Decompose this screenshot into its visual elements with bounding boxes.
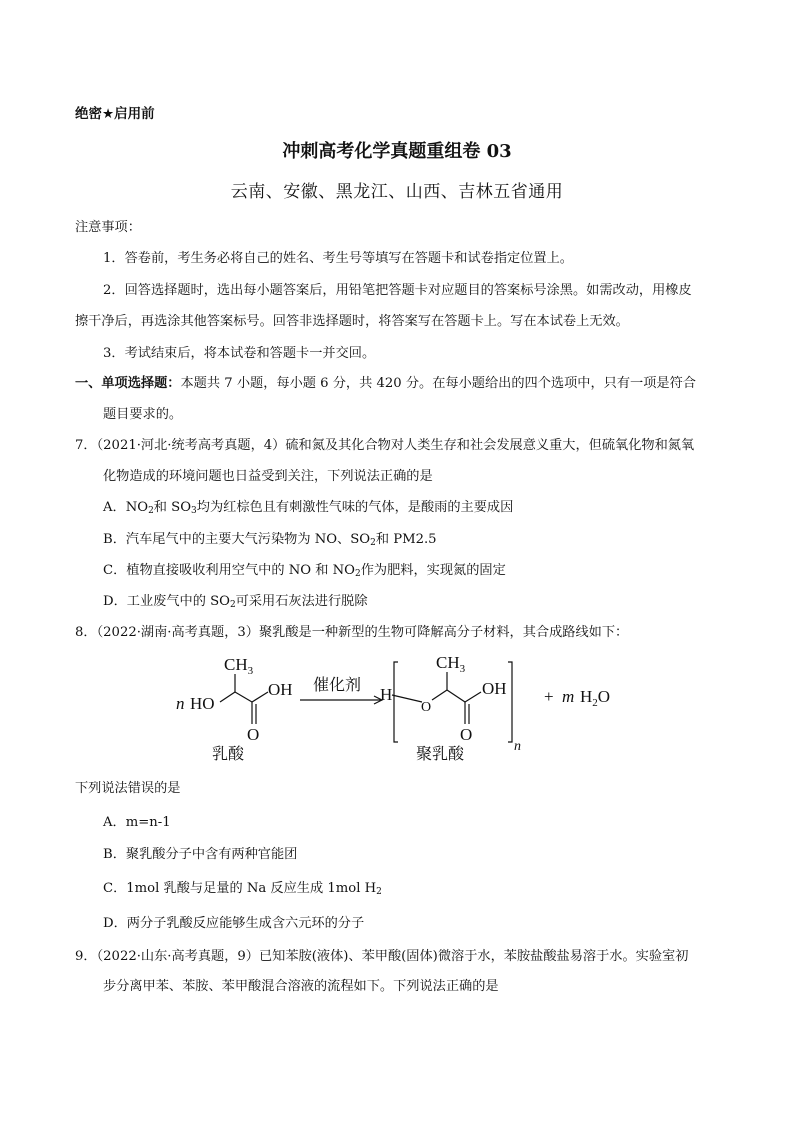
section-heading bbox=[75, 374, 696, 394]
section-instructions-cont: 题目要求的。 bbox=[103, 407, 183, 422]
page-subtitle: 云南、安徽、黑龙江、山西、吉林五省通用 bbox=[230, 182, 564, 202]
ch3-left: $CH_3$ bbox=[224, 655, 254, 677]
plus-sign: + bbox=[544, 687, 554, 706]
carbonyl-o-left: O bbox=[247, 725, 260, 744]
ester-o: O bbox=[421, 700, 432, 715]
ho-group: HO bbox=[190, 694, 215, 713]
carbonyl-o-right: O bbox=[460, 725, 473, 744]
note-item-2: 2．回答选择题时，选出每小题答案后，用铅笔把答题卡对应题目的答案标号涂黑。如需改动，用橡皮 bbox=[103, 283, 692, 298]
coef-m: m bbox=[562, 687, 575, 706]
lactic-acid-label: 乳酸 bbox=[212, 746, 245, 763]
q8-option-b: B．聚乳酸分子中含有两种官能团 bbox=[103, 847, 298, 862]
q7-stem-cont: 化物造成的环境问题也日益受到关注，下列说法正确的是 bbox=[103, 469, 433, 484]
oh-left: OH bbox=[268, 680, 293, 699]
q7-stem: 7．（2021·河北·统考高考真题，4）硫和氮及其化合物对人类生存和社会发展意义重大，但硫氧化物和氮氧 bbox=[75, 438, 695, 453]
q7-option-c: C．植物直接吸收利用空气中的 NO 和 $NO_2$作为肥料，实现氮的固定 bbox=[103, 563, 506, 579]
section-title: 一、单项选择题： bbox=[75, 376, 181, 391]
page-title: 冲刺高考化学真题重组卷 03 bbox=[282, 141, 512, 162]
ch3-right: $CH_3$ bbox=[436, 653, 466, 675]
oh-right: OH bbox=[482, 679, 507, 698]
notes-heading: 注意事项： bbox=[75, 220, 141, 235]
note-item-1: 1．答卷前，考生务必将自己的姓名、考生号等填写在答题卡和试卷指定位置上。 bbox=[103, 251, 573, 266]
q7-option-d: D．工业废气中的 $SO_2$可采用石灰法进行脱除 bbox=[103, 594, 368, 610]
h-end: H bbox=[380, 685, 393, 704]
water: $H_2O$ bbox=[580, 687, 611, 709]
q8-stem: 8．（2022·湖南·高考真题，3）聚乳酸是一种新型的生物可降解高分子材料，其合成路线如下： bbox=[75, 625, 629, 640]
q7-option-b: B．汽车尾气中的主要大气污染物为 NO、$SO_2$和 PM2.5 bbox=[103, 532, 437, 548]
q9-stem: 9．（2022·山东·高考真题，9）已知苯胺(液体)、苯甲酸(固体)微溶于水，苯胺盐酸盐易溶于水。实验室初 bbox=[75, 949, 689, 964]
q8-option-c: C．1mol 乳酸与足量的 Na 反应生成 1mol $H_2$ bbox=[103, 881, 382, 897]
section-instructions: 本题共 7 小题，每小题 6 分，共 420 分。在每小题给出的四个选项中，只有一项是符合 bbox=[180, 376, 696, 391]
catalyst-label: 催化剂 bbox=[313, 677, 362, 694]
note-item-3: 3．考试结束后，将本试卷和答题卡一并交回。 bbox=[103, 346, 376, 361]
polylactic-acid-label: 聚乳酸 bbox=[416, 746, 465, 763]
q8-option-a: A．m=n-1 bbox=[103, 815, 171, 830]
q7-option-a: A．$NO_2$和 $SO_3$均为红棕色且有刺激性气味的气体，是酸雨的主要成因 bbox=[103, 500, 514, 516]
q9-stem-cont: 步分离甲苯、苯胺、苯甲酸混合溶液的流程如下。下列说法正确的是 bbox=[103, 979, 499, 994]
reaction-scheme bbox=[160, 650, 640, 770]
coef-n: n bbox=[176, 694, 185, 713]
note-item-2-cont: 擦干净后，再选涂其他答案标号。回答非选择题时，将答案写在答题卡上。写在本试卷上无效。 bbox=[75, 314, 629, 329]
q8-option-d: D．两分子乳酸反应能够生成含六元环的分子 bbox=[103, 916, 365, 931]
q8-question: 下列说法错误的是 bbox=[75, 781, 181, 796]
n-subscript: n bbox=[514, 739, 521, 754]
confidential-label: 绝密★启用前 bbox=[75, 106, 155, 122]
